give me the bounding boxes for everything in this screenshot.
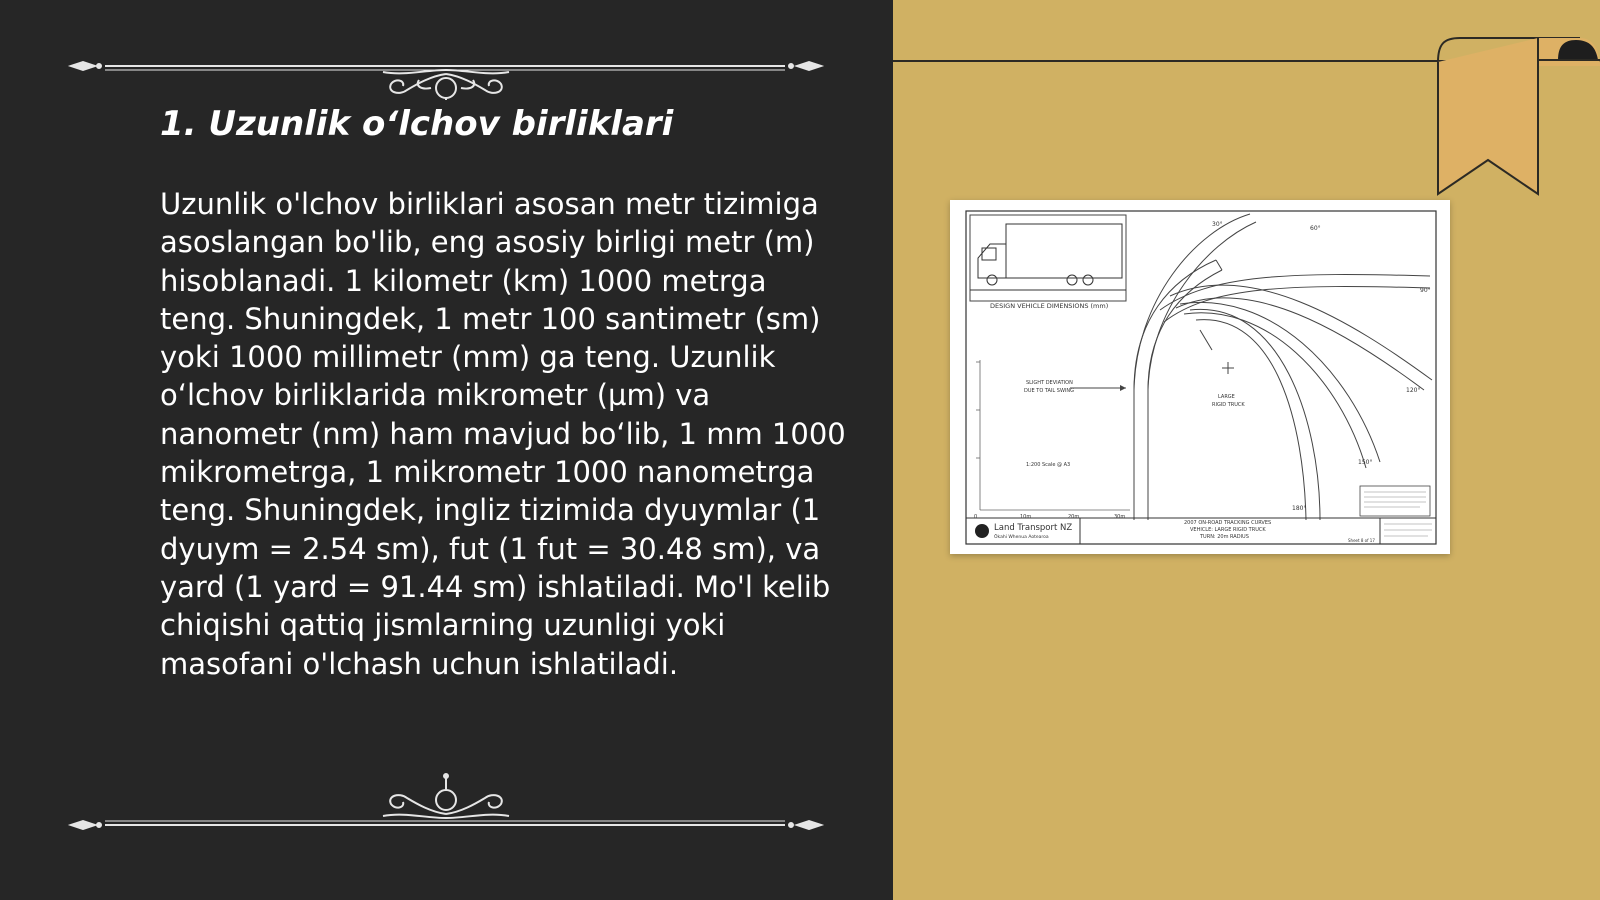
land-transport-name: Land Transport NZ <box>994 523 1073 533</box>
tail-swing-label: DUE TO TAIL SWING <box>1024 388 1074 394</box>
axis-20m-label: 20m <box>1068 514 1080 520</box>
slide-title: 1. Uzunlik o‘lchov birliklari <box>160 104 674 144</box>
rigid-truck-label: RIGID TRUCK <box>1212 402 1245 408</box>
vehicle-caption: DESIGN VEHICLE DIMENSIONS (mm) <box>990 302 1109 310</box>
axis-0-label: 0 <box>974 514 978 520</box>
angle-180-label: 180° <box>1292 505 1307 512</box>
sheet-number: Sheet 8 of 17 <box>1348 538 1375 543</box>
land-transport-subtitle: Ōkahi Whenua Aotearoa <box>994 535 1049 540</box>
slide-body-text: Uzunlik o'lchov birliklari asosan metr tizimiga asoslangan bo'lib, eng asosiy birligi metr (m) hisoblanadi. 1 kilometr (km) 1000 metrga teng. Shuningdek, 1 metr 100 santimetr (sm) yoki 1000 millimetr (mm) ga teng. Uzunlik o‘lchov birliklarida mikrometr (µm) va nanometr (nm) ham mavjud bo‘lib, 1 mm 1000 mikrometrga, 1 mikrometr 1000 nanometrga teng. Shuningdek, ingliz tizimida dyuymlar (1 dyuym = 2.54 sm), fut (1 fut = 30.48 sm), va yard (1 yard = 91.44 sm) ishlatiladi. Mo'l kelib chiqishi qattiq jismlarning uzunligi yoki masofani o'lchash uchun ishlatiladi. <box>160 187 846 681</box>
large-label: LARGE <box>1218 394 1235 400</box>
drawing-title-line2: VEHICLE: LARGE RIGID TRUCK <box>1190 527 1266 533</box>
drawing-title-line3: TURN: 20m RADIUS <box>1200 534 1249 540</box>
land-transport-logo-icon <box>975 524 989 538</box>
bottom-ornament-divider <box>65 770 827 830</box>
scale-note: 1:200 Scale @ A3 <box>1026 462 1071 468</box>
angle-90-label: 90° <box>1420 287 1431 294</box>
angle-60-label: 60° <box>1310 225 1321 232</box>
top-ornament-divider <box>65 40 827 100</box>
bookmark-ribbon <box>1430 32 1600 202</box>
axis-30m-label: 30m <box>1114 514 1126 520</box>
tracking-curves-drawing <box>950 200 1450 554</box>
truck-icon <box>970 224 1126 290</box>
angle-120-label: 120° <box>1406 387 1421 394</box>
slight-deviation-label: SLIGHT DEVIATION <box>1026 380 1073 386</box>
drawing-title-line1: 2007 ON-ROAD TRACKING CURVES <box>1184 520 1272 526</box>
angle-150-label: 150° <box>1358 459 1373 466</box>
angle-30-label: 30° <box>1212 221 1223 228</box>
axis-10m-label: 10m <box>1020 514 1032 520</box>
